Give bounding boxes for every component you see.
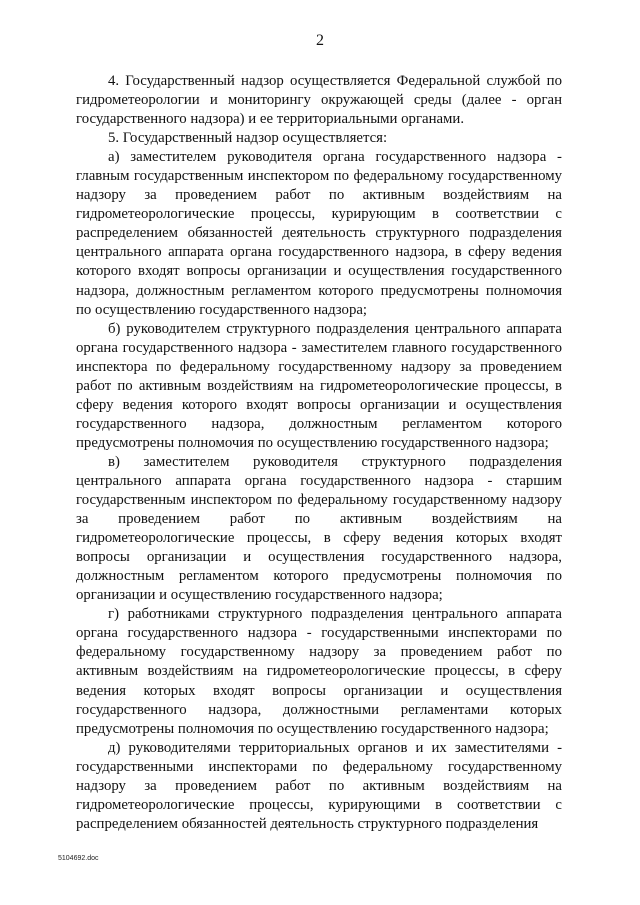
document-body	[76, 72, 562, 834]
paragraph-5-supervision-performed: 5. Государственный надзор осуществляется:	[108, 130, 388, 147]
subparagraph-g: г) работниками структурного подразделения центрального аппарата органа государственного надзора - государственными инспекторами по федеральному государственному надзору за проведением работ по активным воздействиям на гидрометеорологические процессы, в сферу ведения которых входят вопросы организации и осуществления государственного надзора, должностными регламентами которых предусмотрены полномочия по осуществлению государственного надзора;	[76, 606, 562, 737]
subparagraph-d: д) руководителями территориальных органов и их заместителями - государственными инспекторами по федеральному государственному надзору за проведением работ по активным воздействиям на гидрометеорологические процессы, курирующими в соответствии с распределением обязанностей деятельность структурного подразделения	[76, 739, 562, 832]
page-number: 2	[316, 32, 324, 49]
footer-filename: 5104692.doc	[58, 855, 99, 862]
paragraph-4-state-supervision-body: 4. Государственный надзор осуществляется Федеральной службой по гидрометеорологии и мониторингу окружающей среды (далее - орган государственного надзора) и ее территориальными органами.	[76, 73, 562, 128]
subparagraph-v: в) заместителем руководителя структурного подразделения центрального аппарата органа государственного надзора - старшим государственным инспектором по федеральному государственному надзору за проведением работ по активным воздействиям на гидрометеорологические процессы, в сферу ведения которых входят вопросы организации и осуществления государственного надзора, должностным регламентом которого предусмотрены полномочия по организации и осуществлению государственного надзора;	[76, 453, 562, 604]
subparagraph-a: а) заместителем руководителя органа государственного надзора - главным государственным инспектором по федеральному государственному надзору за проведением работ по активным воздействиям на гидрометеорологические процессы, курирующим в соответствии с распределением обязанностей деятельность структурного подразделения центрального аппарата органа государственного надзора, в сферу ведения которого входят вопросы организации и осуществления государственного надзора, должностным регламентом которого предусмотрены полномочия по осуществлению государственного надзора;	[76, 149, 562, 318]
subparagraph-b: б) руководителем структурного подразделения центрального аппарата органа государственного надзора - заместителем главного государственного инспектора по федеральному государственному надзору за проведением работ по активным воздействиям на гидрометеорологические процессы, в сферу ведения которого входят вопросы организации и осуществления государственного надзора, должностным регламентом которого предусмотрены полномочия по осуществлению государственного надзора;	[76, 320, 562, 451]
